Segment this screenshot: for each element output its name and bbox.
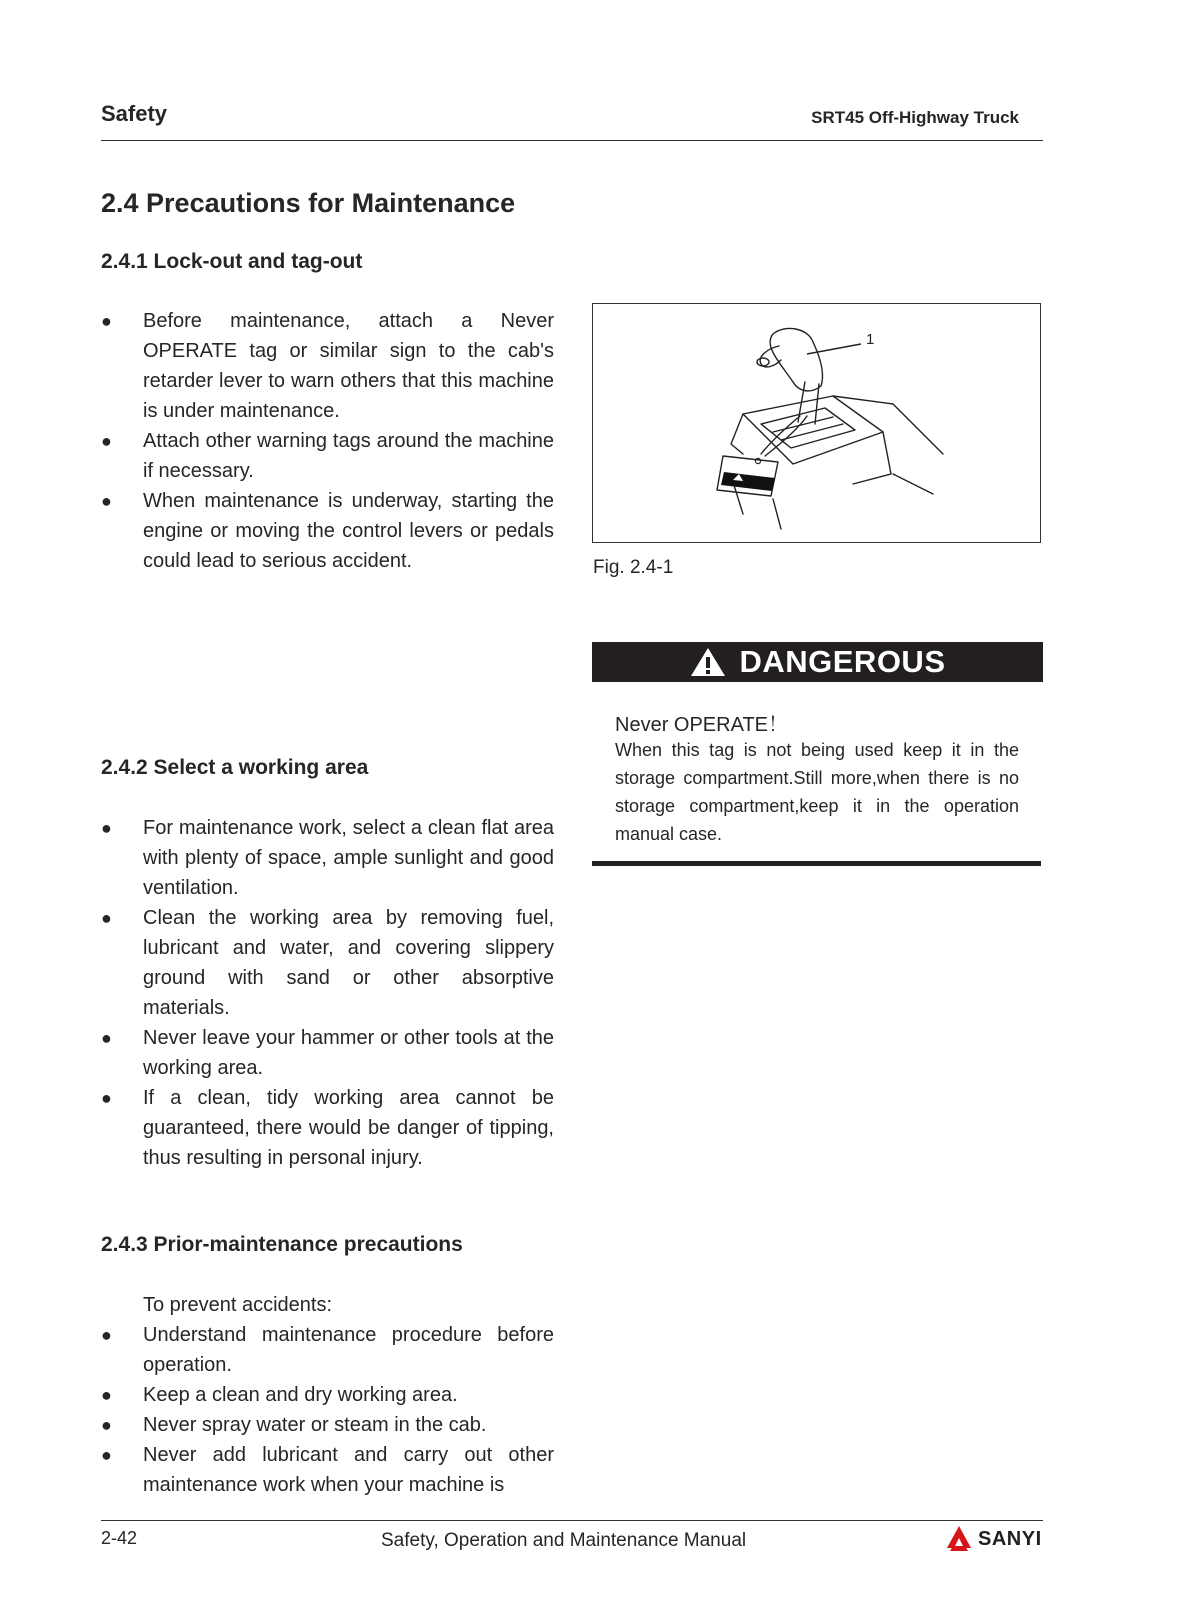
working-area-list <box>101 813 554 1173</box>
figure-retarder-lever <box>592 303 1041 543</box>
subsection-title-prior-maintenance: 2.4.3 Prior-maintenance precautions <box>101 1233 463 1256</box>
list-item: ● Before maintenance, attach a Never OPERATE tag or similar sign to the cab's retarder lever to warn others that this machine is under maintenance. <box>101 306 554 426</box>
footer-manual-title: Safety, Operation and Maintenance Manual <box>381 1530 747 1551</box>
header-product: SRT45 Off-Highway Truck <box>811 108 1019 127</box>
list-item: ● Attach other warning tags around the machine if necessary. <box>101 426 554 486</box>
danger-bottom-rule <box>592 861 1041 866</box>
bullet-icon: ● <box>101 431 112 451</box>
footer-divider <box>101 1520 1043 1521</box>
figure-callout-number: 1 <box>866 331 875 348</box>
sanyi-logo <box>944 1524 1042 1554</box>
bullet-icon: ● <box>101 1385 112 1405</box>
prior-maintenance-list <box>101 1290 554 1500</box>
list-item: ● If a clean, tidy working area cannot be guaranteed, there would be danger of tipping, thus resulting in personal injury. <box>101 1083 554 1173</box>
bullet-icon: ● <box>101 908 112 928</box>
subsection-title-working-area: 2.4.2 Select a working area <box>101 756 369 779</box>
list-item: ● Clean the working area by removing fuel, lubricant and water, and covering slippery ground with sand or other absorptive materials. <box>101 903 554 1023</box>
warning-triangle-icon <box>689 646 727 678</box>
bullet-icon: ● <box>101 1445 112 1465</box>
bullet-icon: ● <box>101 491 112 511</box>
list-item: ● For maintenance work, select a clean flat area with plenty of space, ample sunlight and good ventilation. <box>101 813 554 903</box>
danger-banner <box>592 642 1043 682</box>
list-intro: To prevent accidents: <box>143 1294 332 1316</box>
brand-name: SANYI <box>978 1527 1042 1550</box>
header-section: Safety <box>101 101 168 126</box>
page-number: 2-42 <box>101 1528 138 1548</box>
list-item: ● Never leave your hammer or other tools at the working area. <box>101 1023 554 1083</box>
danger-label: DANGEROUS <box>739 644 946 679</box>
subsection-title-lockout: 2.4.1 Lock-out and tag-out <box>101 250 363 273</box>
retarder-lever-illustration <box>593 304 1039 541</box>
list-item: ● Never add lubricant and carry out other maintenance work when your machine is <box>101 1440 554 1500</box>
bullet-icon: ● <box>101 311 112 331</box>
bullet-icon: ● <box>101 1088 112 1108</box>
bullet-icon: ● <box>101 818 112 838</box>
bullet-icon: ● <box>101 1415 112 1435</box>
list-item: ● When maintenance is underway, starting the engine or moving the control levers or pedals could lead to serious accident. <box>101 486 554 576</box>
bullet-icon: ● <box>101 1325 112 1345</box>
list-item: ● Never spray water or steam in the cab. <box>101 1410 554 1440</box>
header-divider <box>101 140 1043 141</box>
lockout-list <box>101 306 554 576</box>
danger-title: Never OPERATE！ <box>615 714 788 736</box>
danger-body: When this tag is not being used keep it in the storage compartment.Still more,when there is no storage compartment,keep it in the operation manual case. <box>615 740 1019 844</box>
section-title: 2.4 Precautions for Maintenance <box>101 188 516 218</box>
list-item: ● Keep a clean and dry working area. <box>101 1380 554 1410</box>
figure-caption: Fig. 2.4-1 <box>593 557 674 578</box>
sanyi-logo-icon <box>944 1524 974 1554</box>
list-item: ● Understand maintenance procedure before operation. <box>101 1320 554 1380</box>
bullet-icon: ● <box>101 1028 112 1048</box>
